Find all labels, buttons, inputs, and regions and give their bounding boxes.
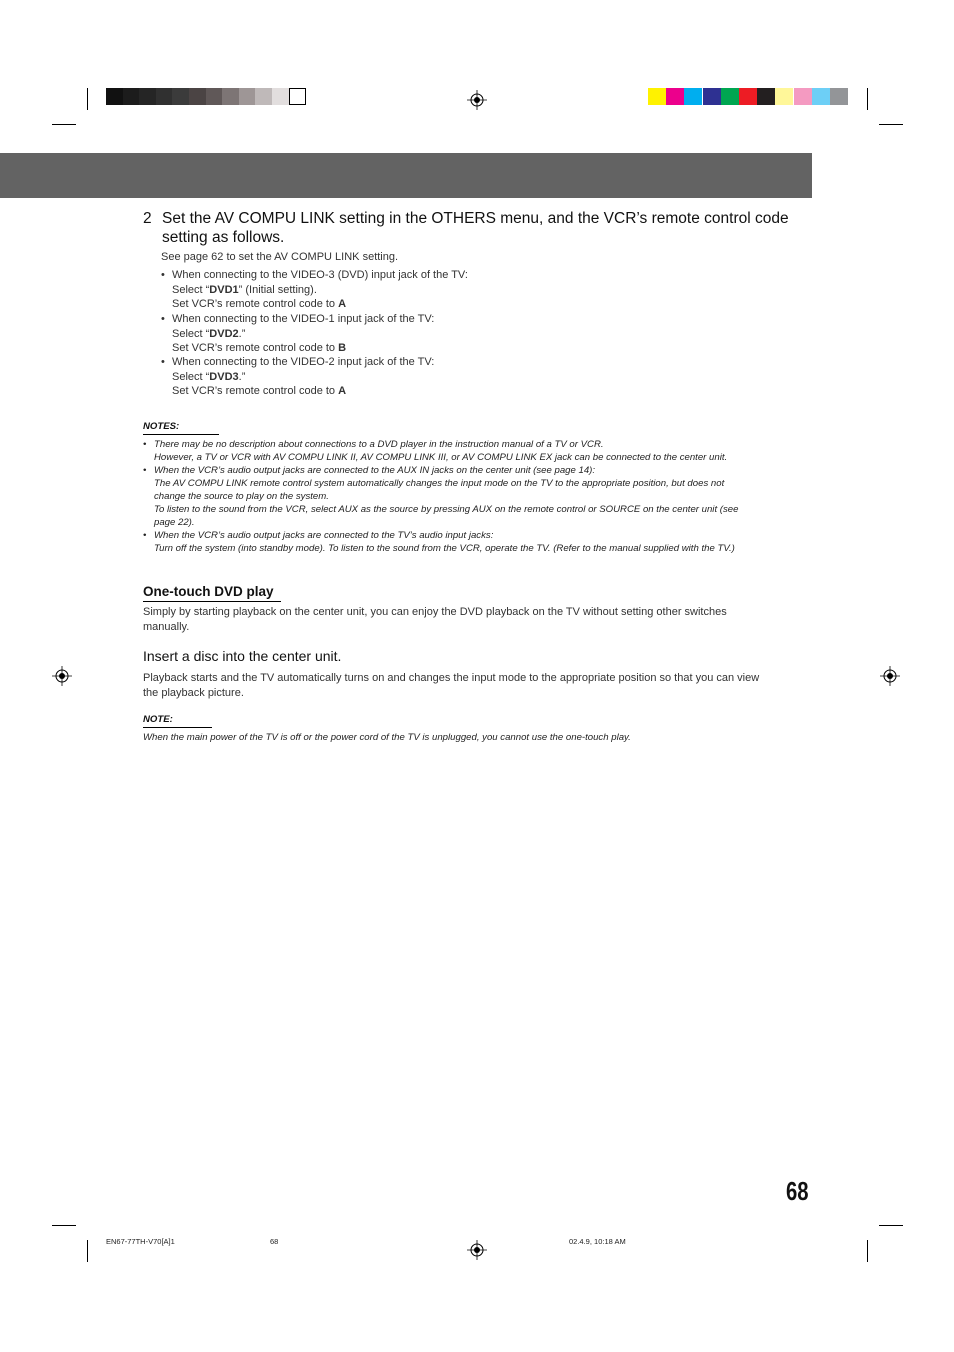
step-text: Set the AV COMPU LINK setting in the OTHERS menu, and the VCR’s remote control code setting as follows.	[162, 210, 789, 246]
color-swatch	[757, 88, 775, 105]
color-swatch	[812, 88, 830, 105]
note-line	[143, 503, 803, 516]
list-item: • When connecting to the VIDEO-2 input jack of the TV: Select “DVD3.” Set VCR’s remote control code to A	[161, 356, 435, 397]
header-bar	[0, 153, 812, 198]
note-line-text: When the VCR’s audio output jacks are connected to the TV’s audio input jacks:	[154, 530, 494, 541]
notes-block	[143, 438, 803, 555]
note-line-text: However, a TV or VCR with AV COMPU LINK II, AV COMPU LINK III, or AV COMPU LINK EX jack can be connected to the center unit.	[154, 452, 728, 463]
step-2	[143, 209, 808, 247]
registration-mark-icon	[467, 1240, 487, 1260]
note-underline	[143, 727, 212, 728]
bullet-icon: •	[143, 465, 147, 476]
registration-mark-icon	[467, 90, 487, 110]
note-text: When the main power of the TV is off or the power cord of the TV is unplugged, you cannot use the one-touch play.	[143, 732, 631, 743]
color-swatch	[666, 88, 684, 105]
section-heading: One-touch DVD play	[143, 584, 274, 599]
list-item: • When connecting to the VIDEO-1 input jack of the TV: Select “DVD2.” Set VCR’s remote control code to B	[161, 313, 435, 354]
gray-swatch	[189, 88, 206, 105]
gray-swatch	[139, 88, 156, 105]
step-number: 2	[143, 210, 152, 227]
note-line-text: To listen to the sound from the VCR, select AUX as the source by pressing AUX on the remote control or SOURCE on the center unit (see	[154, 504, 739, 515]
color-swatch	[684, 88, 702, 105]
see-page-text: See page 62 to set the AV COMPU LINK setting.	[161, 251, 399, 263]
color-swatch	[794, 88, 812, 105]
color-swatch	[703, 88, 721, 105]
note-line-text: Turn off the system (into standby mode). To listen to the sound from the VCR, operate the TV. (Refer to the manual supplied with the TV.)	[154, 543, 735, 554]
note-line-text: When the VCR’s audio output jacks are connected to the AUX IN jacks on the center unit (see page 14):	[154, 465, 596, 476]
note-line	[143, 438, 803, 451]
note-line-text: change the source to play on the system.	[154, 491, 329, 502]
note-heading: NOTE:	[143, 714, 173, 725]
gray-swatch	[272, 88, 289, 105]
section-description: Simply by starting playback on the center unit, you can enjoy the DVD playback on the TV without setting other switches manually.	[143, 606, 727, 633]
notes-underline	[143, 434, 219, 435]
gray-swatch	[206, 88, 223, 105]
bullet-icon: •	[143, 439, 147, 450]
gray-swatch	[255, 88, 272, 105]
note-line-text: There may be no description about connections to a DVD player in the instruction manual of a TV or VCR.	[154, 439, 604, 450]
instruction-text: Insert a disc into the center unit.	[143, 648, 342, 664]
registration-mark-icon	[52, 666, 72, 686]
note-line	[143, 542, 803, 555]
note-line	[143, 464, 803, 477]
note-line-text: page 22).	[154, 517, 195, 528]
bullet-icon: •	[143, 530, 147, 541]
page-number: 68	[786, 1176, 809, 1206]
color-swatch	[775, 88, 793, 105]
footer-page: 68	[270, 1237, 279, 1246]
note-line	[143, 516, 803, 529]
footer-file: EN67-77TH-V70[A]1	[106, 1237, 175, 1246]
note-line	[143, 477, 803, 490]
gray-swatch	[106, 88, 123, 105]
gray-swatch	[222, 88, 239, 105]
color-swatch	[739, 88, 757, 105]
color-swatch	[721, 88, 739, 105]
note-line-text: The AV COMPU LINK remote control system automatically changes the input mode on the TV to the appropriate position, but does not	[154, 478, 725, 489]
gray-swatch	[239, 88, 256, 105]
list-item: • When connecting to the VIDEO-3 (DVD) input jack of the TV: Select “DVD1” (Initial setting). Set VCR’s remote control code to A	[161, 269, 468, 310]
notes-heading: NOTES:	[143, 421, 180, 432]
gray-swatch	[289, 88, 306, 105]
note-line	[143, 529, 803, 542]
result-text: Playback starts and the TV automatically turns on and changes the input mode to the appropriate position so that you can view the playback picture.	[143, 672, 760, 699]
note-line	[143, 451, 803, 464]
note-line	[143, 490, 803, 503]
section-underline	[143, 601, 281, 602]
gray-swatch	[172, 88, 189, 105]
footer-timestamp: 02.4.9, 10:18 AM	[569, 1237, 626, 1246]
registration-mark-icon	[880, 666, 900, 686]
gray-swatch	[156, 88, 173, 105]
color-swatch	[830, 88, 848, 105]
gray-swatch	[123, 88, 140, 105]
color-swatch	[648, 88, 666, 105]
